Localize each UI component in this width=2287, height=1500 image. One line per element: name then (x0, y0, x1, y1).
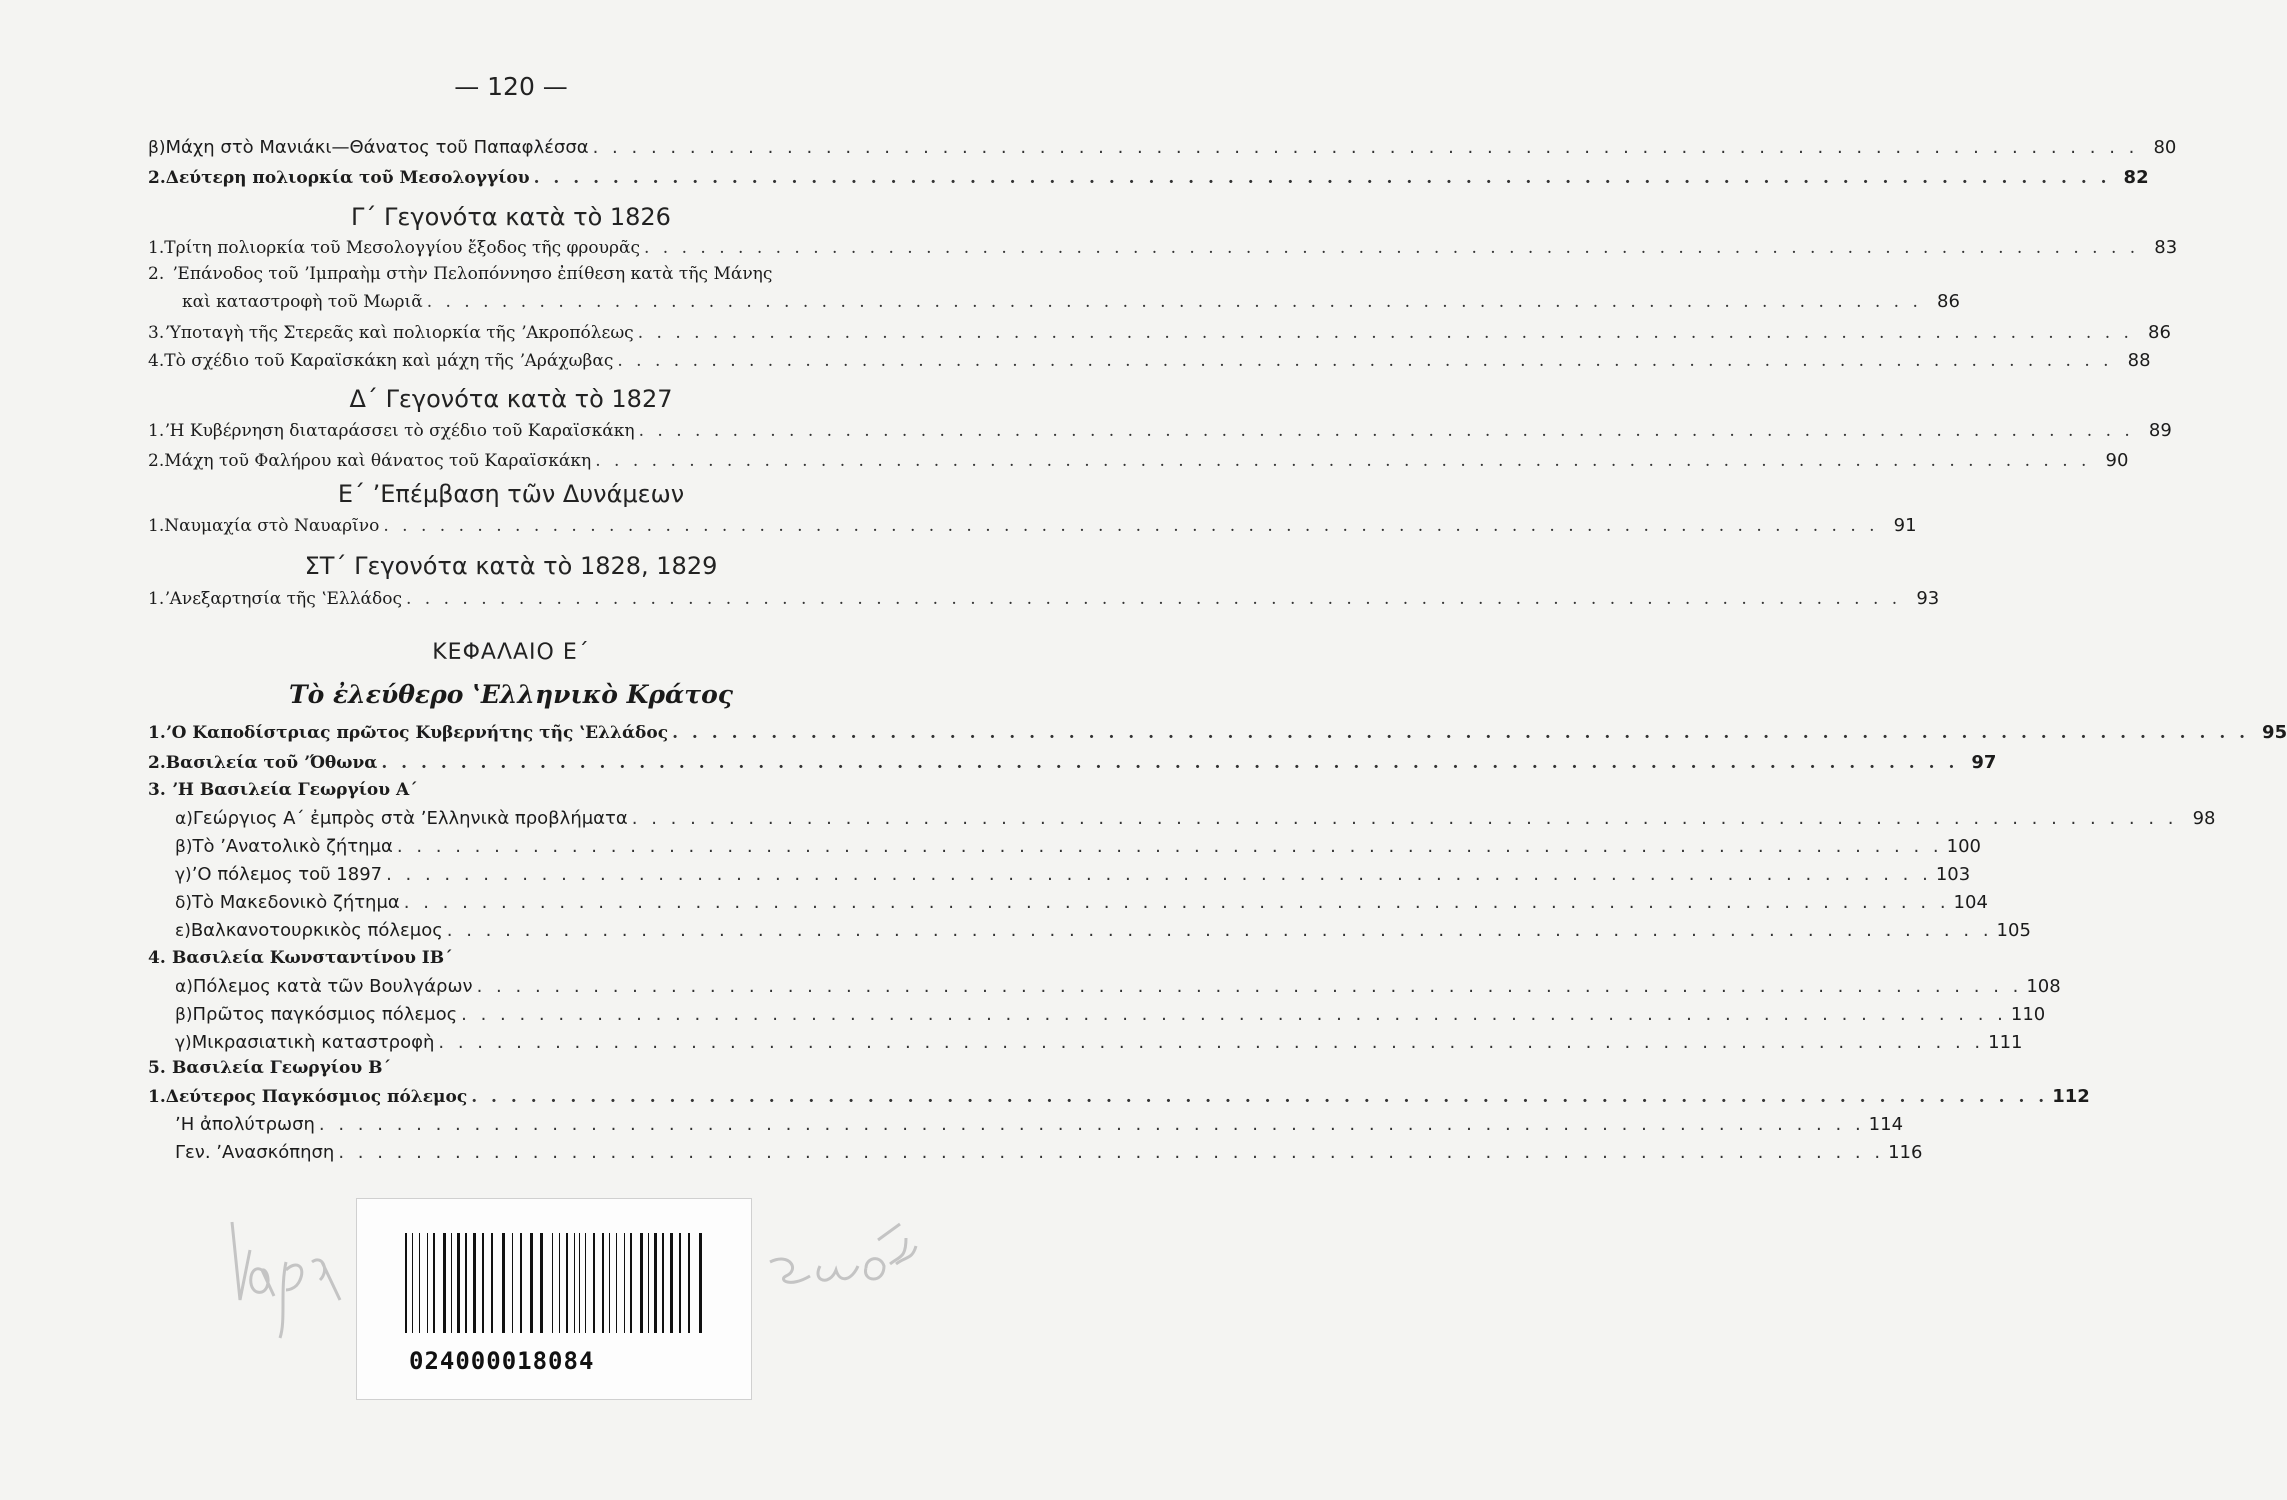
toc-entry-page: 90 (2105, 450, 2129, 471)
section-heading-intervention: Ε΄ ʼΕπέμβαση τῶν Δυνάμεων (337, 480, 685, 508)
toc-entry-number: 2. (148, 451, 165, 471)
barcode-bar (654, 1233, 657, 1333)
toc-entry-number: 1. (148, 421, 165, 441)
toc-entry-number: 3. (148, 323, 165, 343)
barcode-bar (465, 1233, 467, 1333)
toc-entry-title: Βασιλεία τοῦ ʼΌθωνα (165, 753, 378, 773)
barcode-bar (679, 1233, 681, 1333)
toc-entry (175, 892, 1988, 920)
dot-leader: . . . . . . . . . . . . . . . . . . . . . . . . . . . . . . . . . . . . . . . . . . . . . . . . . . . . . . . . . . . . . . . . . . . . . . . . . . . . . . . . (396, 836, 1943, 857)
dot-leader: . . . . . . . . . . . . . . . . . . . . . . . . . . . . . . . . . . . . . . . . . . . . . . . . . . . . . . . . . . . . . . . . . . . . . . . . . . . . . . . . (338, 1142, 1885, 1163)
dot-leader: . . . . . . . . . . . . . . . . . . . . . . . . . . . . . . . . . . . . . . . . . . . . . . . . . . . . . . . . . . . . . . . . . . . . . . . . . . . . . . . . (476, 976, 2023, 997)
barcode-bar (552, 1233, 553, 1333)
toc-entry-number: α) (175, 977, 193, 997)
barcode-bar (530, 1233, 533, 1333)
barcode-label (356, 1198, 752, 1400)
toc-entry-title: Γεν. ʼΑνασκόπηση (175, 1142, 335, 1163)
toc-entry-page: 104 (1953, 892, 1988, 913)
toc-entry-page: 103 (1935, 864, 1971, 885)
toc-entry-page: 98 (2192, 808, 2216, 829)
barcode-bar (559, 1233, 560, 1333)
toc-entry (148, 780, 964, 808)
toc-entry (148, 450, 2129, 478)
toc-entry-title: ʼΥποταγὴ τῆς Στερεᾶς καὶ πολιορκία τῆς ʼΑκροπόλεως (164, 323, 634, 343)
barcode-bar (662, 1233, 664, 1333)
barcode-bar (520, 1233, 522, 1333)
toc-entry (175, 864, 1971, 892)
barcode-bar (688, 1233, 690, 1333)
dot-leader: . . . . . . . . . . . . . . . . . . . . . . . . . . . . . . . . . . . . . . . . . . . . . . . . . . . . . . . . . . . . . . . . . . . . . . . . . . . . . . . . (318, 1114, 1865, 1135)
barcode-bar (566, 1233, 568, 1333)
toc-entry-number: 1. (148, 1087, 166, 1107)
barcode-graphic (405, 1233, 705, 1333)
toc-entry (175, 1114, 1904, 1142)
toc-entry (148, 322, 2171, 350)
dot-leader: . . . . . . . . . . . . . . . . . . . . . . . . . . . . . . . . . . . . . . . . . . . . . . . . . . . . . . . . . . . . . . . . . . . . . . . . . . . . . . . . (471, 1087, 2049, 1107)
toc-entry-page: 86 (1937, 291, 1960, 312)
toc-entry-number: 1. (148, 589, 165, 609)
toc-entry-page: 80 (2153, 137, 2177, 158)
toc-entry-title: ʼΗ ἀπολύτρωση (175, 1114, 315, 1135)
barcode-bar (512, 1233, 513, 1333)
barcode-bar (630, 1233, 632, 1333)
toc-entry-page: 100 (1946, 836, 1981, 857)
toc-entry (148, 1086, 2090, 1114)
dot-leader: . . . . . . . . . . . . . . . . . . . . . . . . . . . . . . . . . . . . . . . . . . . . . . . . . . . . . . . . . . . . . . . . . . . . . . . . . . . . . . . . (403, 892, 1950, 913)
toc-entry-title: Βασιλεία Κωνσταντίνου ΙΒ΄ (172, 948, 453, 968)
barcode-bar (502, 1233, 505, 1333)
dot-leader: . . . . . . . . . . . . . . . . . . . . . . . . . . . . . . . . . . . . . . . . . . . . . . . . . . . . . . . . . . . . . . . . . . . . . . . . . . . . . . . . (383, 516, 1879, 536)
toc-entry-number: 4. (148, 351, 165, 371)
toc-entry-title: Μάχη στὸ Μανιάκι—Θάνατος τοῦ Παπαφλέσσα (165, 137, 589, 158)
dot-leader: . . . . . . . . . . . . . . . . . . . . . . . . . . . . . . . . . . . . . . . . . . . . . . . . . . . . . . . . . . . . . . . . . . . . . . . . . . . . . . . . (592, 137, 2139, 158)
toc-entry (175, 976, 2061, 1004)
toc-entry-page: 108 (2026, 976, 2061, 997)
dot-leader: . . . . . . . . . . . . . . . . . . . . . . . . . . . . . . . . . . . . . . . . . . . . . . . . . . . . . . . . . . . . . . . . . . . . . . . . . . . . . . . . (637, 323, 2133, 343)
toc-entry (175, 1004, 2046, 1032)
toc-entry-number: 1. (148, 723, 166, 743)
toc-entry-title: Τὸ Μακεδονικὸ ζήτημα (192, 892, 400, 913)
toc-entry-page: 93 (1916, 588, 1940, 609)
toc-entry (182, 291, 1960, 319)
toc-entry-title: Βαλκανοτουρκικὸς πόλεμος (190, 920, 443, 941)
toc-entry-number: α) (175, 809, 193, 829)
toc-entry-number: γ) (175, 865, 192, 885)
barcode-bar (405, 1233, 407, 1333)
toc-entry (148, 515, 1917, 543)
toc-entry (175, 1142, 1923, 1170)
toc-entry-number: 1. (148, 238, 165, 258)
toc-entry-number: 2. (148, 264, 165, 284)
dot-leader: . . . . . . . . . . . . . . . . . . . . . . . . . . . . . . . . . . . . . . . . . . . . . . . . . . . . . . . . . . . . . . . . . . . . . . . . . . . . . . . . (446, 920, 1993, 941)
dot-leader: . . . . . . . . . . . . . . . . . . . . . . . . . . . . . . . . . . . . . . . . . . . . . . . . . . . . . . . . . . . . . . . . . . . . . . . . . . . . . . . . (438, 1032, 1985, 1053)
toc-entry (148, 722, 2287, 750)
toc-entry-number: 1. (148, 516, 165, 536)
toc-entry (148, 350, 2151, 378)
toc-entry-title: Ναυμαχία στὸ Ναυαρῖνο (164, 516, 380, 536)
dot-leader: . . . . . . . . . . . . . . . . . . . . . . . . . . . . . . . . . . . . . . . . . . . . . . . . . . . . . . . . . . . . . . . . . . . . . . . . . . . . . . . . (461, 1004, 2007, 1025)
toc-entry-number: β) (175, 837, 193, 857)
barcode-bar (648, 1233, 649, 1333)
dot-leader: . . . . . . . . . . . . . . . . . . . . . . . . . . . . . . . . . . . . . . . . . . . . . . . . . . . . . . . . . . . . . . . . . . . . . . . . . . . . . . . . (406, 589, 1902, 609)
toc-entry-title: ʼΑνεξαρτησία τῆς ʽΕλλάδος (164, 589, 402, 609)
barcode-bar (624, 1233, 625, 1333)
toc-entry (148, 420, 2172, 448)
barcode-bar (670, 1233, 673, 1333)
toc-entry-title: ʼΟ πόλεμος τοῦ 1897 (191, 864, 383, 885)
toc-entry (148, 264, 964, 292)
barcode-bar (451, 1233, 452, 1333)
section-heading-1827: Δ΄ Γεγονότα κατὰ τὸ 1827 (349, 385, 673, 413)
toc-entry-number: 5. (148, 1058, 166, 1078)
barcode-bar (609, 1233, 610, 1333)
toc-entry-title: Μικρασιατικὴ καταστροφὴ (191, 1032, 435, 1053)
toc-entry-number: β) (148, 138, 166, 158)
toc-entry-title: ʼΕπάνοδος τοῦ ʼΙμπραὴμ στὴν Πελοπόννησο ἐπίθεση κατὰ τῆς Μάνης (172, 264, 773, 284)
section-heading-1828: ΣΤ΄ Γεγονότα κατὰ τὸ 1828, 1829 (304, 552, 718, 580)
toc-entry-page: 88 (2127, 350, 2151, 371)
toc-entry-number: ε) (175, 921, 191, 941)
toc-entry-title: Τὸ σχέδιο τοῦ Καραϊσκάκη καὶ μάχη τῆς ʼΑράχωβας (164, 351, 614, 371)
toc-entry-number: γ) (175, 1033, 192, 1053)
section-heading-1826: Γ΄ Γεγονότα κατὰ τὸ 1826 (351, 203, 671, 231)
barcode-number: 024000018084 (409, 1347, 595, 1375)
barcode-bar (640, 1233, 643, 1333)
toc-entry-title: Πρῶτος παγκόσμιος πόλεμος (192, 1004, 458, 1025)
chapter-label: ΚΕΦΑΛΑΙΟ Ε΄ (432, 640, 590, 665)
toc-entry (175, 1032, 2023, 1060)
toc-entry-page: 91 (1893, 515, 1917, 536)
toc-entry-page: 105 (1996, 920, 2031, 941)
barcode-bar (540, 1233, 543, 1333)
dot-leader: . . . . . . . . . . . . . . . . . . . . . . . . . . . . . . . . . . . . . . . . . . . . . . . . . . . . . . . . . . . . . . . . . . . . . . . . . . . . . . . . (638, 421, 2134, 441)
toc-entry-title: Δεύτερος Παγκόσμιος πόλεμος (165, 1087, 468, 1107)
barcode-bar (574, 1233, 575, 1333)
toc-entry-title: Δεύτερη πολιορκία τοῦ Μεσολογγίου (165, 168, 530, 188)
toc-entry-page: 97 (1971, 752, 1997, 773)
toc-entry-number: δ) (175, 893, 193, 913)
barcode-bar (579, 1233, 580, 1333)
barcode-bar (602, 1233, 604, 1333)
toc-entry-number: 4. (148, 948, 166, 968)
toc-entry-title: ʼΗ Κυβέρνηση διαταράσσει τὸ σχέδιο τοῦ Καραϊσκάκη (164, 421, 635, 441)
barcode-bar (419, 1233, 420, 1333)
barcode-bar (433, 1233, 435, 1333)
barcode-bar (427, 1233, 428, 1333)
toc-entry-page: 112 (2052, 1086, 2090, 1107)
chapter-title: Τὸ ἐλεύθερο ʽΕλληνικὸ Κράτος (289, 680, 733, 709)
toc-entry (175, 836, 1981, 864)
toc-entry-page: 83 (2154, 237, 2178, 258)
toc-entry (175, 808, 2216, 836)
dot-leader: . . . . . . . . . . . . . . . . . . . . . . . . . . . . . . . . . . . . . . . . . . . . . . . . . . . . . . . . . . . . . . . . . . . . . . . . . . . . . . . . (381, 753, 1959, 773)
toc-entry-number: 2. (148, 753, 166, 773)
barcode-bar (699, 1233, 702, 1333)
toc-entry (148, 948, 964, 976)
dot-leader: . . . . . . . . . . . . . . . . . . . . . . . . . . . . . . . . . . . . . . . . . . . . . . . . . . . . . . . . . . . . . . . . . . . . . . . . . . . . . . . . (617, 351, 2113, 371)
toc-entry-title: καὶ καταστροφὴ τοῦ Μωριᾶ (182, 292, 423, 312)
toc-entry (148, 167, 2149, 195)
toc-entry (148, 237, 2178, 265)
barcode-bar (482, 1233, 484, 1333)
barcode-bar (616, 1233, 617, 1333)
toc-entry-page: 89 (2148, 420, 2172, 441)
toc-entry-page: 95 (2262, 722, 2287, 743)
toc-entry-page: 82 (2123, 167, 2149, 188)
barcode-bar (593, 1233, 595, 1333)
toc-entry-title: Τὸ ʼΑνατολικὸ ζήτημα (192, 836, 393, 857)
toc-entry-page: 86 (2148, 322, 2171, 343)
toc-entry-title: Μάχη τοῦ Φαλήρου καὶ θάνατος τοῦ Καραϊσκάκη (164, 451, 592, 471)
toc-entry-title: Βασιλεία Γεωργίου Β΄ (172, 1058, 391, 1078)
toc-entry (148, 137, 2177, 165)
toc-entry-page: 114 (1868, 1114, 1904, 1135)
toc-entry (175, 920, 2031, 948)
toc-entry-title: Τρίτη πολιορκία τοῦ Μεσολογγίου ἔξοδος τῆς φρουρᾶς (164, 238, 640, 258)
toc-entry-number: 2. (148, 168, 166, 188)
barcode-bar (491, 1233, 493, 1333)
dot-leader: . . . . . . . . . . . . . . . . . . . . . . . . . . . . . . . . . . . . . . . . . . . . . . . . . . . . . . . . . . . . . . . . . . . . . . . . . . . . . . . . (631, 808, 2178, 829)
dot-leader: . . . . . . . . . . . . . . . . . . . . . . . . . . . . . . . . . . . . . . . . . . . . . . . . . . . . . . . . . . . . . . . . . . . . . . . . . . . . . . . . (533, 168, 2111, 188)
dot-leader: . . . . . . . . . . . . . . . . . . . . . . . . . . . . . . . . . . . . . . . . . . . . . . . . . . . . . . . . . . . . . . . . . . . . . . . . . . . . . . . . (595, 451, 2091, 471)
toc-entry-title: Γεώργιος Α΄ ἐμπρὸς στὰ ʼΕλληνικὰ προβλήματα (192, 808, 628, 829)
barcode-bar (443, 1233, 446, 1333)
barcode-bar (412, 1233, 413, 1333)
dot-leader: . . . . . . . . . . . . . . . . . . . . . . . . . . . . . . . . . . . . . . . . . . . . . . . . . . . . . . . . . . . . . . . . . . . . . . . . . . . . . . . . (672, 723, 2250, 743)
barcode-bar (585, 1233, 586, 1333)
toc-entry-title: ʼΟ Καποδίστριας πρῶτος Κυβερνήτης τῆς ʽΕλλάδος (165, 723, 669, 743)
toc-entry-title: Πόλεμος κατὰ τῶν Βουλγάρων (192, 976, 473, 997)
toc-entry-number: β) (175, 1005, 193, 1025)
toc-entry (148, 1058, 964, 1086)
toc-entry-title: ʼΗ Βασιλεία Γεωργίου Α΄ (172, 780, 418, 800)
dot-leader: . . . . . . . . . . . . . . . . . . . . . . . . . . . . . . . . . . . . . . . . . . . . . . . . . . . . . . . . . . . . . . . . . . . . . . . . . . . . . . . . (386, 864, 1932, 885)
toc-entry (148, 752, 1997, 780)
toc-entry-page: 110 (2010, 1004, 2046, 1025)
toc-entry-number: 3. (148, 780, 166, 800)
dot-leader: . . . . . . . . . . . . . . . . . . . . . . . . . . . . . . . . . . . . . . . . . . . . . . . . . . . . . . . . . . . . . . . . . . . . . . . . . . . . . . . . (643, 238, 2140, 258)
toc-entry-page: 116 (1888, 1142, 1923, 1163)
toc-entry-page: 111 (1988, 1032, 2023, 1053)
barcode-bar (457, 1233, 460, 1333)
barcode-bar (473, 1233, 476, 1333)
page-number: — 120 — (454, 72, 568, 101)
dot-leader: . . . . . . . . . . . . . . . . . . . . . . . . . . . . . . . . . . . . . . . . . . . . . . . . . . . . . . . . . . . . . . . . . . . . . . . . . . . . . . . . (426, 292, 1922, 312)
toc-entry (148, 588, 1940, 616)
